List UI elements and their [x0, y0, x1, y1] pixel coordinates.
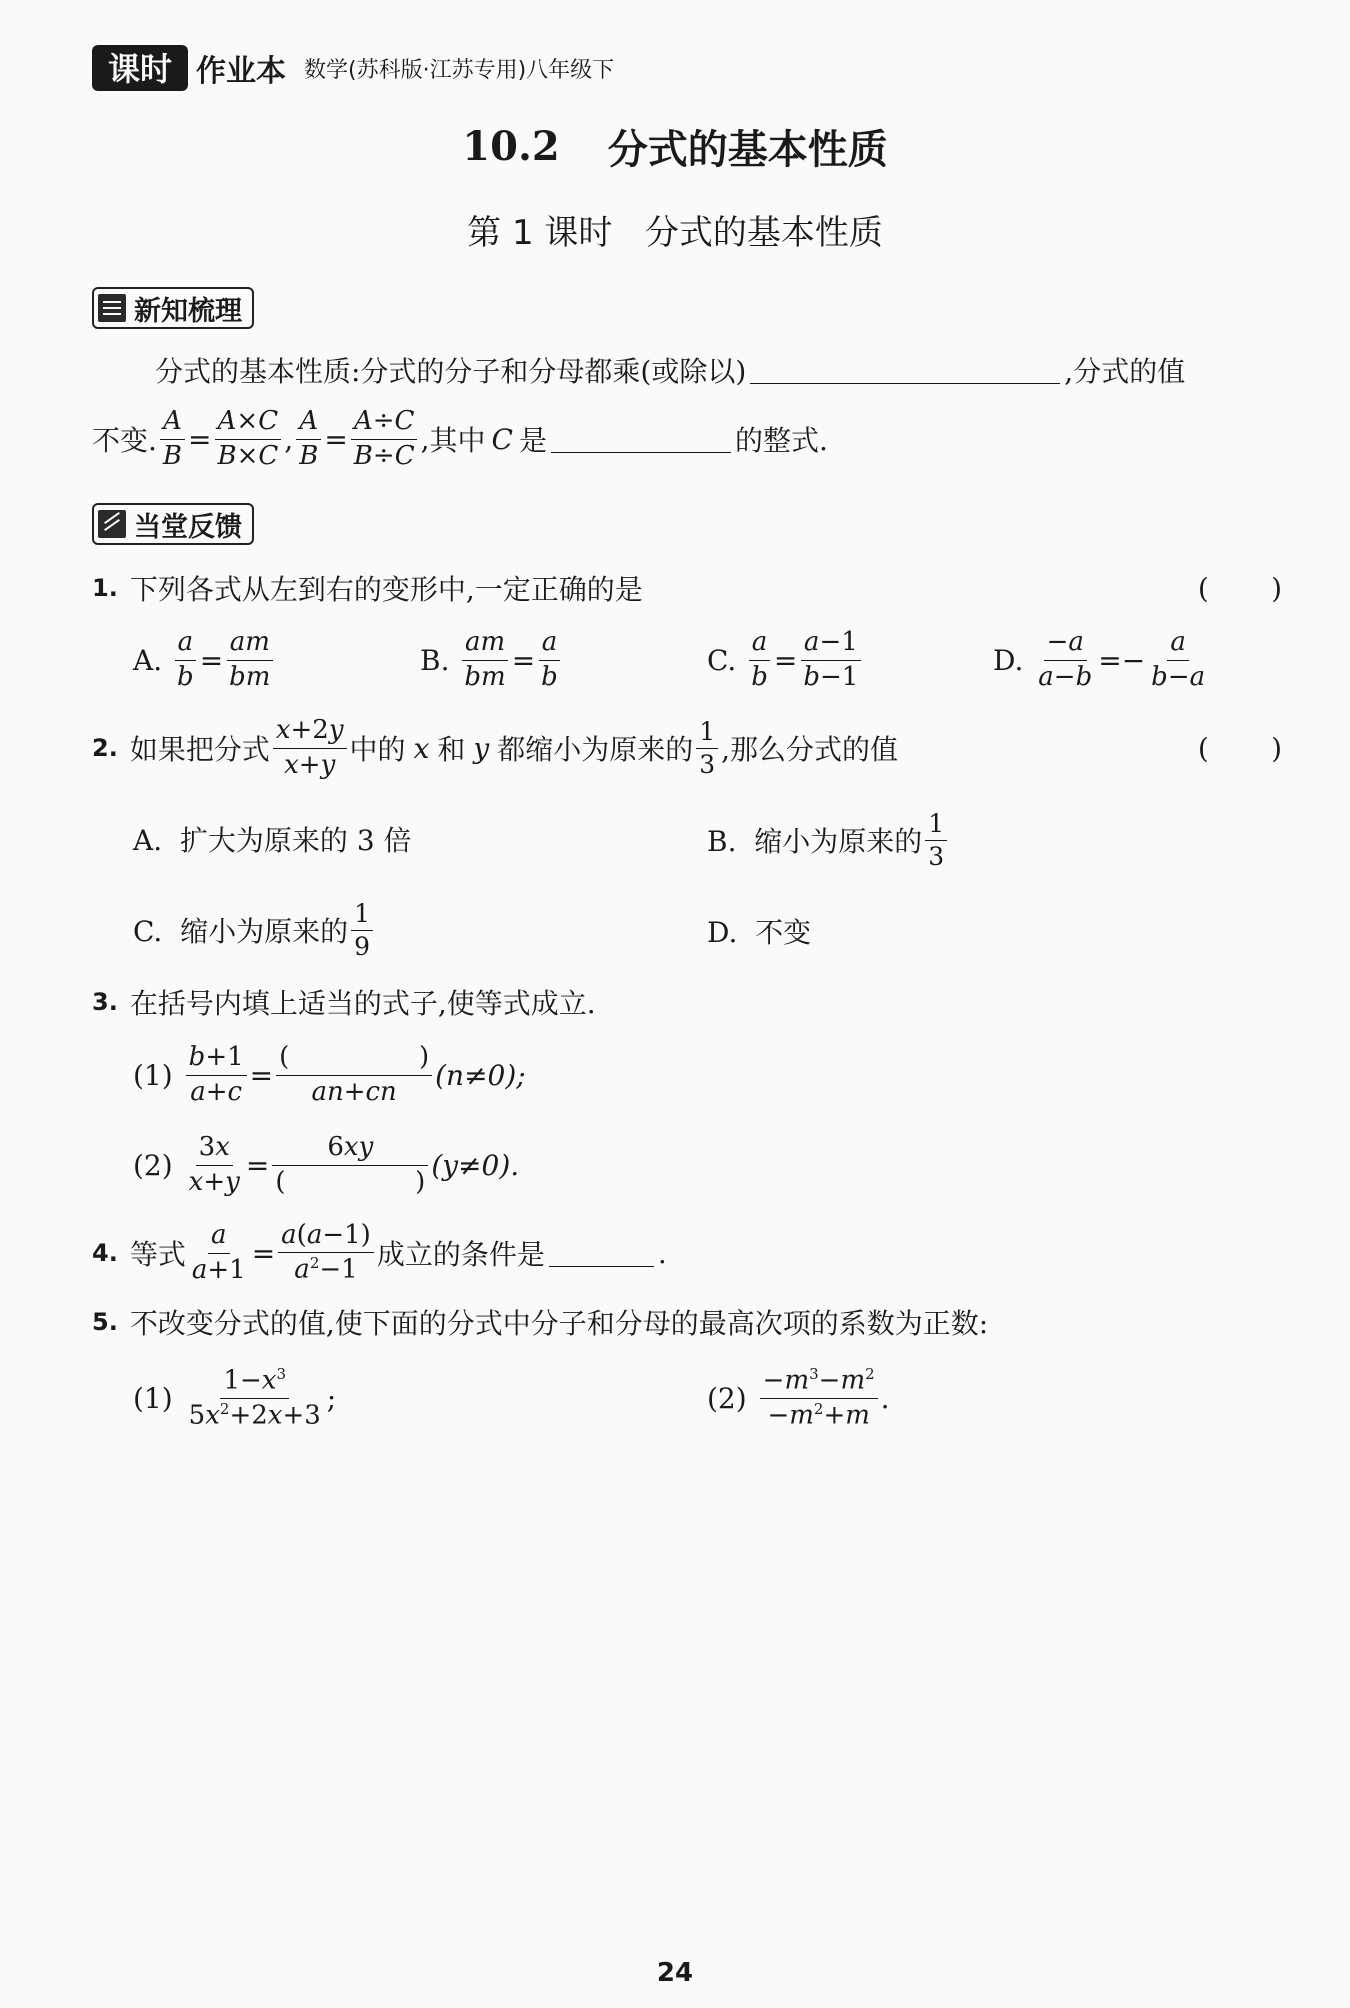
series-name: 作业本: [196, 54, 286, 89]
answer-blank[interactable]: [551, 426, 731, 453]
page-title: [0, 118, 1350, 175]
question-5-part-1: (1) $\frac{1-x^3}{5x^2+2x+3}$ ;: [133, 1364, 337, 1431]
q1-option-b[interactable]: B. $\frac{am}{bm}$ = $\frac{a}{b}$: [420, 625, 564, 695]
pencil-icon: [98, 510, 126, 538]
logo-text: 课时: [107, 50, 173, 88]
question-3: 3. 在括号内填上适当的式子,使等式成立.: [92, 987, 596, 1020]
fraction: $\frac{A}{B}$: [296, 407, 321, 470]
section-name: 分式的基本性质: [607, 127, 888, 173]
fraction: $\frac{1}{3}$: [696, 718, 718, 779]
question-5: 5. 不改变分式的值,使下面的分式中分子和分母的最高次项的系数为正数:: [92, 1307, 989, 1340]
question-3-part-1: (1) $\frac{b+1}{a+c}$ = ( ) an+cn (n≠0);: [133, 1042, 526, 1107]
property-line-2: 不变. $\frac{A}{B}$ = $\frac{A\times C}{B\times C}$ , $\frac{A}{B}$ = $\frac{A\div C}{B\div C}$ , 其中 C 是 的整式.: [92, 406, 828, 471]
section-badge-new-knowledge: 新知梳理: [92, 287, 254, 329]
question-3-part-2: (2) $\frac{3x}{x+y}$ = 6xy ( ) (y≠0).: [133, 1132, 520, 1197]
lesson-subtitle: 第 1 课时 分式的基本性质: [467, 213, 883, 253]
section-number: 10.2: [462, 123, 560, 170]
q2-option-a[interactable]: A. 扩大为原来的 3 倍: [133, 824, 412, 857]
section-badge-feedback: 当堂反馈: [92, 503, 254, 545]
fraction: $\frac{A\times C}{B\times C}$: [214, 407, 281, 470]
property-line-1: 分式的基本性质:分式的分子和分母都乘(或除以) ,分式的值: [155, 355, 1186, 388]
fraction: $\frac{x+2y}{x+y}$: [273, 716, 347, 779]
q1-option-d[interactable]: D. $\frac{-a}{a-b}$ =− $\frac{a}{b-a}$: [993, 627, 1206, 692]
q2-option-b[interactable]: B. 缩小为原来的 $\frac{1}{3}$: [707, 805, 950, 875]
question-2: 2. 如果把分式 $\frac{x+2y}{x+y}$ 中的 x 和 y 都缩小为原来的 $\frac{1}{3}$ ,那么分式的值 ( ): [92, 715, 1282, 780]
q2-option-d[interactable]: D. 不变: [707, 916, 812, 949]
fill-fraction[interactable]: 6xy ( ): [272, 1133, 428, 1196]
answer-blank[interactable]: [549, 1240, 654, 1267]
answer-paren[interactable]: ( ): [1197, 571, 1282, 605]
q2-option-c[interactable]: C. 缩小为原来的 $\frac{1}{9}$: [133, 895, 376, 965]
fraction: $\frac{A}{B}$: [160, 407, 185, 470]
page-number: 24: [656, 1958, 694, 1988]
logo-badge: [92, 45, 188, 91]
fill-fraction[interactable]: ( ) an+cn: [276, 1043, 432, 1106]
subject-line: 数学(苏科版·江苏专用)八年级下: [304, 57, 615, 83]
q1-option-c[interactable]: C. $\frac{a}{b}$ = $\frac{a-1}{b-1}$: [707, 625, 864, 695]
question-5-part-2: (2) $\frac{-m^3-m^2}{-m^2+m}$ .: [707, 1364, 890, 1431]
question-1: 1. 下列各式从左到右的变形中,一定正确的是 ( ): [92, 571, 1282, 606]
answer-paren[interactable]: ( ): [1197, 731, 1282, 765]
fraction: $\frac{A\div C}{B\div C}$: [351, 407, 418, 470]
answer-blank[interactable]: [750, 357, 1060, 384]
header: [92, 42, 614, 94]
q1-option-a[interactable]: A. $\frac{a}{b}$ = $\frac{am}{bm}$: [133, 625, 276, 695]
book-icon: [98, 294, 126, 322]
question-4: 4. 等式 $\frac{a}{a+1}$ = $\frac{a(a-1)}{a^2-1}$ 成立的条件是 .: [92, 1220, 667, 1285]
